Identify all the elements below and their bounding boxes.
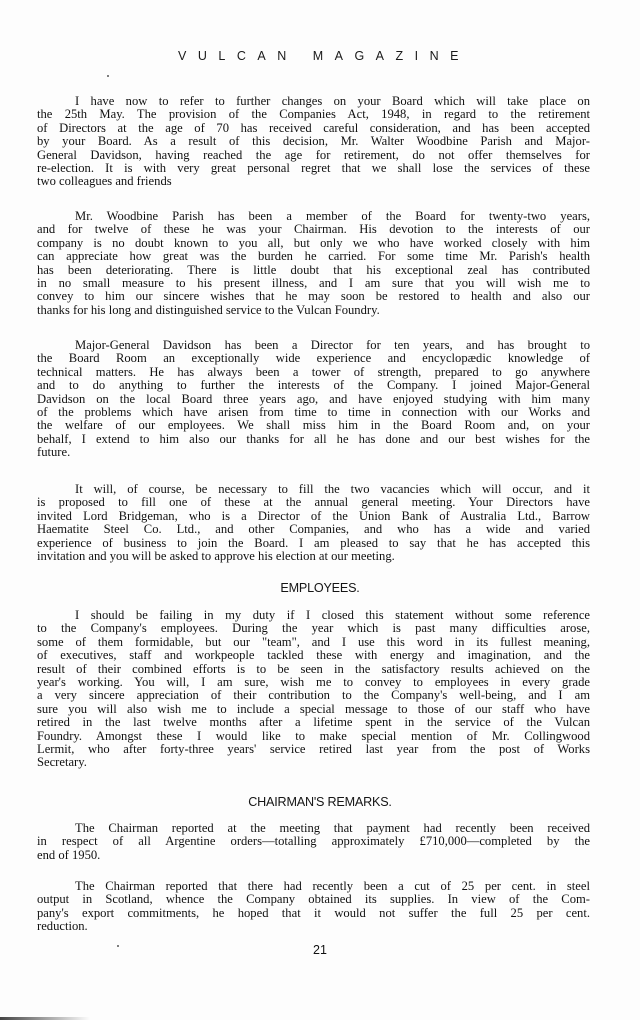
text-line: is proposed to fill one of these at the annual general meeting. Your Directors have xyxy=(37,495,590,510)
text-line: some of them formidable, but our "team", and I use this word in its fullest meaning, xyxy=(37,634,590,649)
intro-paragraph-3 xyxy=(37,339,590,460)
paragraph xyxy=(37,339,590,460)
text-line: in no small measure to his present illness, and I am sure that you will wish me to xyxy=(37,276,590,291)
text-line: and for twelve of these he was your Chairman. His devotion to the interests of our xyxy=(37,222,590,237)
paragraph xyxy=(37,210,590,317)
text-line: the 25th May. The provision of the Companies Act, 1948, in regard to the retirement xyxy=(37,107,590,122)
text-line: technical matters. He has always been a tower of strength, prepared to go anywhere xyxy=(37,364,590,379)
text-line: I should be failing in my duty if I closed this statement without some reference xyxy=(75,608,590,622)
text-line: the Board Room an exceptionally wide experience and encyclopædic knowledge of xyxy=(37,351,590,366)
scan-speck xyxy=(117,945,119,947)
intro-paragraph-4 xyxy=(37,483,590,563)
chairmans-remarks-paragraph-2 xyxy=(37,880,590,934)
text-line: Mr. Woodbine Parish has been a member of the Board for twenty-two years, xyxy=(75,209,590,223)
text-line: Secretary. xyxy=(37,755,87,770)
paragraph xyxy=(37,95,590,189)
text-line: Foundry. Amongst these I would like to make special mention of Mr. Collingwood xyxy=(37,728,590,743)
text-line: has been deteriorating. There is little doubt that his exceptional zeal has contributed xyxy=(37,262,590,277)
text-line: of executives, staff and workpeople tackled these with energy and imagination, and the xyxy=(37,648,590,663)
text-line: pany's export commitments, he hoped that it would not suffer the full 25 per cent. xyxy=(37,905,590,920)
text-line: The Chairman reported that there had recently been a cut of 25 per cent. in steel xyxy=(75,879,590,893)
section-heading-employees: EMPLOYEES. xyxy=(280,581,360,595)
paragraph xyxy=(37,609,590,770)
text-line: I have now to refer to further changes on your Board which will take place on xyxy=(75,94,590,108)
paragraph xyxy=(37,483,590,563)
intro-paragraph-1 xyxy=(37,95,590,189)
section-heading-chairmans-remarks: CHAIRMAN'S REMARKS. xyxy=(248,795,392,809)
text-line: thanks for his long and distinguished service to the Vulcan Foundry. xyxy=(37,302,380,317)
text-line: to the Company's employees. During the year which is past many difficulties arose, xyxy=(37,621,590,636)
text-line: behalf, I extend to him also our thanks for all he has done and our best wishes for the xyxy=(37,431,590,446)
paragraph xyxy=(37,880,590,934)
text-line: of Directors at the age of 70 has received careful consideration, and has been accepted xyxy=(37,120,590,135)
text-line: the welfare of our employees. We shall miss him in the Board Room and, on your xyxy=(37,418,590,433)
text-line: in respect of all Argentine orders—totalling approximately £710,000—completed by the xyxy=(37,834,590,849)
text-line: re-election. It is with very great personal regret that we shall lose the services of these xyxy=(37,161,590,176)
paragraph xyxy=(37,822,590,862)
text-line: General Davidson, having reached the age for retirement, do not offer themselves for xyxy=(37,147,590,162)
intro-paragraph-2 xyxy=(37,210,590,317)
text-line: two colleagues and friends xyxy=(37,174,172,189)
text-line: convey to him our sincere wishes that he may soon be restored to health and also our xyxy=(37,289,590,304)
chairmans-remarks-paragraph-1 xyxy=(37,822,590,862)
text-line: The Chairman reported at the meeting that payment had recently been received xyxy=(75,821,590,835)
text-line: year's working. You will, I am sure, wish me to convey to employees in every grade xyxy=(37,675,590,690)
text-line: can appreciate how great was the burden he carried. For some time Mr. Parish's health xyxy=(37,249,590,264)
text-line: future. xyxy=(37,445,71,460)
text-line: Lermit, who after forty-three years' service retired last year from the post of Works xyxy=(37,742,590,757)
page-number: 21 xyxy=(313,943,327,957)
scan-speck xyxy=(107,75,109,77)
text-line: Davidson on the local Board three years ago, and have enjoyed studying with him many xyxy=(37,391,590,406)
text-line: result of their combined efforts is to be seen in the satisfactory results achieved on the xyxy=(37,661,590,676)
text-line: retired in the last twelve months after a lifetime spent in the service of the Vulcan xyxy=(37,715,590,730)
text-line: of the problems which have arisen from time to time in connection with our Works and xyxy=(37,405,590,420)
text-line: Major-General Davidson has been a Director for ten years, and has brought to xyxy=(75,338,590,352)
text-line: sure you will also wish me to include a special message to those of our staff who have xyxy=(37,701,590,716)
text-line: by your Board. As a result of this decision, Mr. Walter Woodbine Parish and Major- xyxy=(37,134,590,149)
text-line: end of 1950. xyxy=(37,847,101,862)
text-line: invited Lord Bridgeman, who is a Director of the Union Bank of Australia Ltd., Barrow xyxy=(37,508,590,523)
text-line: reduction. xyxy=(37,919,88,934)
text-line: experience of business to join the Board. I am pleased to say that he has accepted this xyxy=(37,535,590,550)
text-line: It will, of course, be necessary to fill the two vacancies which will occur, and it xyxy=(75,482,590,496)
text-line: and to do anything to further the interests of the Company. I joined Major-General xyxy=(37,378,590,393)
text-line: Haematite Steel Co. Ltd., and other Companies, and who has a wide and varied xyxy=(37,522,590,537)
text-line: invitation and you will be asked to approve his election at our meeting. xyxy=(37,549,395,564)
text-line: company is no doubt known to you all, but only we who have worked closely with him xyxy=(37,235,590,250)
running-head: VULCAN MAGAZINE xyxy=(178,49,470,63)
text-line: a very sincere appreciation of their contribution to the Company's well-being, and I am xyxy=(37,688,590,703)
employees-paragraph xyxy=(37,609,590,770)
text-line: output in Scotland, whence the Company obtained its supplies. In view of the Com- xyxy=(37,892,590,907)
